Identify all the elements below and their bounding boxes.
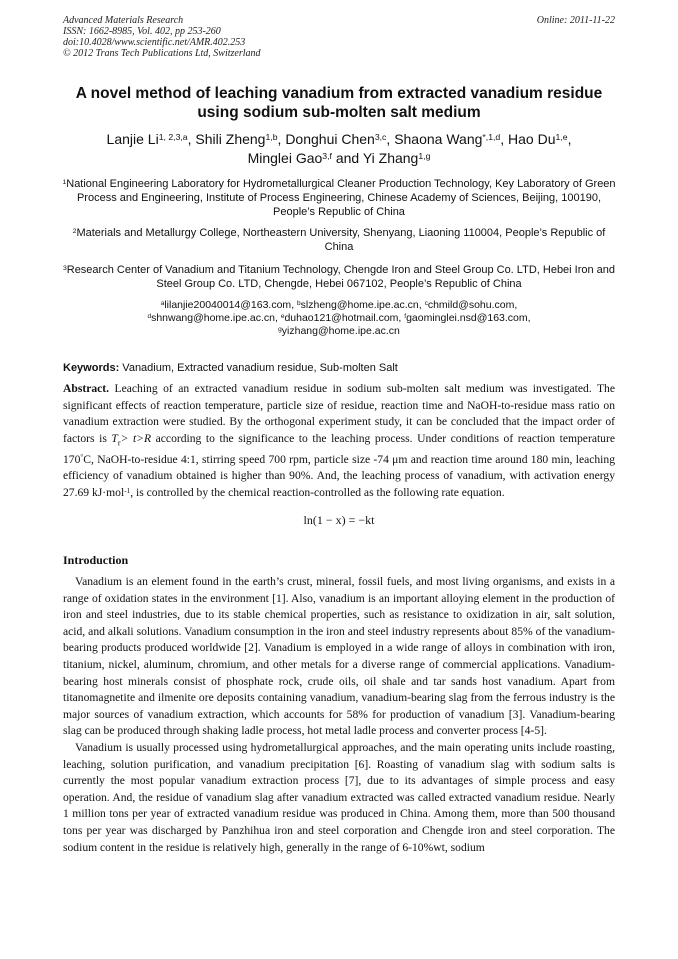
abstract: Abstract. Leaching of an extracted vanadium residue in sodium sub-molten salt medium was investigated. The significant effects of reaction temperature, particle size of residue, reaction time and NaOH-to-residue mass ratio on vanadium extraction were studied. By the orthogonal experiment study, it can be concluded that the impact order of factors is $T_r> t>R$ according to the significance to the leaching process. Under conditions of reaction temperature 170°C, NaOH-to-residue 4:1, stirring speed 700 rpm, particle size -74 μm and reaction time around 180 min, leaching efficiency of vanadium obtained is higher than 90%. And, the leaching process of vanadium, with activation energy 27.69 kJ·mol$^{-1}$, is controlled by the chemical reaction-controlled as the following rate equation. [63,382,615,499]
author: Minglei Gao$^{3,f}$ [247,150,332,166]
paper-title-line-1: A novel method of leaching vanadium from extracted vanadium residue [75,85,603,102]
online-date: Online: 2011-11-22 [536,15,615,26]
author: Hao Du$^{1,e}$ [508,131,568,147]
rate-equation: ln(1 − x) = −kt [303,513,375,527]
paper-title-line-2: using sodium sub-molten salt medium [197,104,481,121]
email-link[interactable]: yizhang@home.ipe.ac.cn [281,325,400,337]
journal-header [63,15,615,59]
email-link[interactable]: slzheng@home.ipe.ac.cn [300,299,419,311]
paragraph: Vanadium is usually processed using hydrometallurgical approaches, and the main operating units include roasting, leaching, solution purification, and vanadium precipitation [6]. Roasting of vanadium slag with sodium salts is currently the most popular vanadium extraction process [7], due to its advantages of simple process and easy operation. And, the residue of vanadium slag after vanadium extracted was called extracted vanadium residue. Nearly 1 million tons per year of extracted vanadium residue was produced in China. Among them, more than 500 thousand tons per year was discharged by Panzhihua iron and steel corporation and Chengde iron and steel corporation. The sodium content in the residue is relatively high, generally in the range of 6-10%wt, sodium [63,740,615,854]
email-link[interactable]: duhao121@hotmail.com [284,312,399,324]
author: Shili Zheng$^{1,b}$ [195,131,278,147]
journal-doi: doi:10.4028/www.scientific.net/AMR.402.253 [63,37,246,48]
affiliation-1: $^1$National Engineering Laboratory for Hydrometallurgical Cleaner Production Technology, Key Laboratory of Green Process and Engineering, Institute of Process Engineering, Chinese Academy of Sciences, Beijing, 100190, People’s Republic of China [62,178,616,218]
author: Yi Zhang$^{1,g}$ [362,150,431,166]
section-heading-introduction: Introduction [63,553,129,567]
email-link[interactable]: shnwang@home.ipe.ac.cn [151,312,275,324]
email-link[interactable]: chmild@sohu.com [427,299,515,311]
paper-title [40,84,638,122]
author: Shaona Wang$^{*,1,d}$ [394,131,501,147]
author-list: Lanjie Li$^{1, 2,3,a}$, Shili Zheng$^{1,b}$, Donghui Chen$^{3,c}$, Shaona Wang$^{*,1,d}$, Hao Du$^{1,e}$, Minglei Gao$^{3,f}$ and Yi Zhang$^{1,g}$ [106,131,572,166]
affiliation-3: $^3$Research Center of Vanadium and Titanium Technology, Chengde Iron and Steel Group Co. LTD, Hebei Iron and Steel Group Co. LTD, Chengde, Hebei 067102, People’s Republic of China [62,264,616,290]
email-link[interactable]: lilanjie20040014@163.com [164,299,292,311]
author: Donghui Chen$^{3,c}$ [285,131,387,147]
email-link[interactable]: gaominglei.nsd@163.com [406,312,528,324]
paragraph: Vanadium is an element found in the earth’s crust, mineral, fossil fuels, and most living organisms, and exists in a range of oxidation states in the environment [1]. Also, vanadium is an important alloying element in the production of iron and steel industries, due to its stable chemical properties, such as resistance to oxidization in air, salt solution, acid, and alkali solutions. Vanadium consumption in the iron and steel industry represents about 85% of the vanadium-bearing products produced worldwide [2]. Vanadium is employed in a wide range of alloys in combination with iron, titanium, nickel, aluminum, chromium, and other metals for a diverse range of commercial applications. Vanadium-bearing host minerals consist of phosphate rock, crude oils, oil shale and tar sands host vanadium. Apart from titanomagnetite and ilmenite ore deposits containing vanadium, vanadium-bearing slag from the ferrous industry is the major sources of vanadium extraction, which accounts for 58% for production of vanadium [3]. Vanadium-bearing slag can be produced through shaking ladle process, hot metal ladle process and converter process [4-5]. [63,575,615,738]
journal-issn: ISSN: 1662-8985, Vol. 402, pp 253-260 [63,26,221,37]
keywords-text: Vanadium, Extracted vanadium residue, Sub-molten Salt [119,362,398,374]
author: Lanjie Li$^{1, 2,3,a}$ [106,131,188,147]
keywords-label: Keywords: [63,362,120,374]
keywords [63,361,615,375]
author-emails: $^a$lilanjie20040014@163.com, $^b$slzheng@home.ipe.ac.cn, $^c$chmild@sohu.com, $^d$shnwang@home.ipe.ac.cn, $^e$duhao121@hotmail.com, $^f$gaominglei.nsd@163.com, $^g$yizhang@home.ipe.ac.cn [147,299,531,337]
journal-name: Advanced Materials Research [63,15,184,26]
introduction-body [63,574,615,856]
affiliation-2: $^2$Materials and Metallurgy College, Northeastern University, Shenyang, Liaoning 110004, People’s Republic of China [72,227,606,253]
abstract-label: Abstract. [63,382,110,395]
journal-copyright: © 2012 Trans Tech Publications Ltd, Switzerland [63,48,261,59]
